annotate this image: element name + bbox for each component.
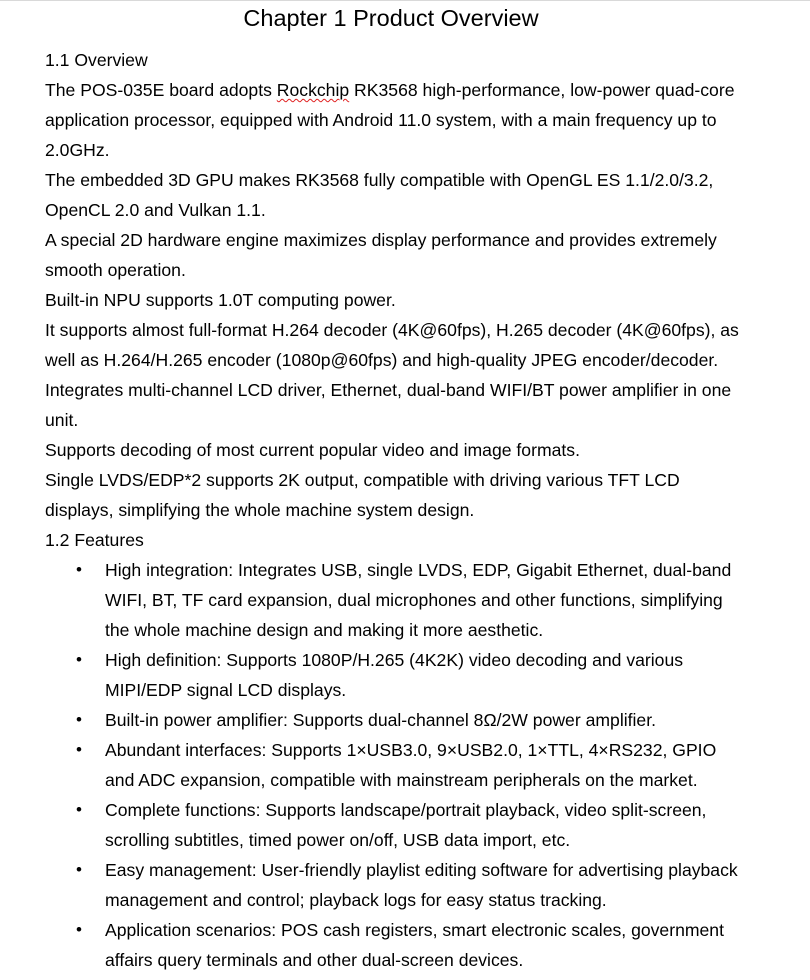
overview-paragraph-gpu bbox=[45, 165, 745, 225]
overview-paragraph-formats bbox=[45, 435, 745, 465]
text-line: management and control; playback logs for easy status tracking. bbox=[105, 890, 607, 910]
overview-paragraph-processor bbox=[45, 75, 745, 165]
bullet-icon: • bbox=[76, 560, 82, 579]
overview-paragraph-codec bbox=[45, 315, 745, 375]
text-line: unit. bbox=[45, 410, 79, 430]
spellcheck-flagged-word[interactable]: Rockchip bbox=[276, 80, 350, 100]
text-line: well as H.264/H.265 encoder (1080p@60fps) and high-quality JPEG encoder/decoder. bbox=[45, 350, 719, 370]
text-line: WIFI, BT, TF card expansion, dual microphones and other functions, simplifying bbox=[105, 590, 723, 610]
overview-paragraph-npu bbox=[45, 285, 745, 315]
bullet-icon: • bbox=[76, 860, 82, 879]
text-line: It supports almost full-format H.264 decoder (4K@60fps), H.265 decoder (4K@60fps), as bbox=[45, 320, 739, 340]
text-line: affairs query terminals and other dual-screen devices. bbox=[105, 950, 524, 970]
text-line: Complete functions: Supports landscape/portrait playback, video split-screen, bbox=[105, 800, 707, 820]
text-line: High definition: Supports 1080P/H.265 (4K2K) video decoding and various bbox=[105, 650, 684, 670]
text-line: displays, simplifying the whole machine system design. bbox=[45, 500, 475, 520]
overview-paragraph-integration bbox=[45, 375, 745, 435]
text-line: the whole machine design and making it more aesthetic. bbox=[105, 620, 544, 640]
list-item-high-integration bbox=[45, 555, 745, 645]
text-run: The POS-035E board adopts bbox=[45, 80, 277, 100]
text-line: Single LVDS/EDP*2 supports 2K output, compatible with driving various TFT LCD bbox=[45, 470, 680, 490]
list-item-interfaces bbox=[45, 735, 745, 795]
text-line bbox=[45, 75, 745, 105]
list-item-management bbox=[45, 855, 745, 915]
text-line: Application scenarios: POS cash registers, smart electronic scales, government bbox=[105, 920, 724, 940]
features-list bbox=[45, 555, 745, 975]
chapter-title: Chapter 1 Product Overview bbox=[243, 5, 539, 31]
text-line: application processor, equipped with Android 11.0 system, with a main frequency up to bbox=[45, 110, 717, 130]
text-line: The embedded 3D GPU makes RK3568 fully compatible with OpenGL ES 1.1/2.0/3.2, bbox=[45, 170, 714, 190]
section-heading-overview: 1.1 Overview bbox=[45, 50, 148, 70]
bullet-icon: • bbox=[76, 740, 82, 759]
text-line: OpenCL 2.0 and Vulkan 1.1. bbox=[45, 200, 266, 220]
bullet-icon: • bbox=[76, 710, 82, 729]
overview-paragraph-display bbox=[45, 465, 745, 525]
section-heading-features: 1.2 Features bbox=[45, 530, 144, 550]
text-line: MIPI/EDP signal LCD displays. bbox=[105, 680, 347, 700]
text-line: A special 2D hardware engine maximizes display performance and provides extremely bbox=[45, 230, 717, 250]
text-line: and ADC expansion, compatible with mainstream peripherals on the market. bbox=[105, 770, 698, 790]
bullet-icon: • bbox=[76, 650, 82, 669]
text-line: Easy management: User-friendly playlist editing software for advertising playback bbox=[105, 860, 738, 880]
text-line: Built-in power amplifier: Supports dual-channel 8Ω/2W power amplifier. bbox=[105, 710, 656, 730]
text-run: RK3568 high-performance, low-power quad-core bbox=[349, 80, 735, 100]
text-line: smooth operation. bbox=[45, 260, 186, 280]
document-body bbox=[45, 45, 745, 975]
text-line: Supports decoding of most current popular video and image formats. bbox=[45, 440, 580, 460]
list-item-applications bbox=[45, 915, 745, 975]
text-line: scrolling subtitles, timed power on/off, USB data import, etc. bbox=[105, 830, 571, 850]
text-line: Built-in NPU supports 1.0T computing power. bbox=[45, 290, 396, 310]
bullet-icon: • bbox=[76, 920, 82, 939]
list-item-functions bbox=[45, 795, 745, 855]
text-line: Abundant interfaces: Supports 1×USB3.0, 9×USB2.0, 1×TTL, 4×RS232, GPIO bbox=[105, 740, 717, 760]
page-top-border bbox=[0, 0, 810, 1]
text-line: High integration: Integrates USB, single LVDS, EDP, Gigabit Ethernet, dual-band bbox=[105, 560, 732, 580]
overview-paragraph-2d-engine bbox=[45, 225, 745, 285]
list-item-high-definition bbox=[45, 645, 745, 705]
bullet-icon: • bbox=[76, 800, 82, 819]
text-line: Integrates multi-channel LCD driver, Ethernet, dual-band WIFI/BT power amplifier in one bbox=[45, 380, 732, 400]
list-item-power-amplifier bbox=[45, 705, 745, 735]
text-line: 2.0GHz. bbox=[45, 140, 110, 160]
